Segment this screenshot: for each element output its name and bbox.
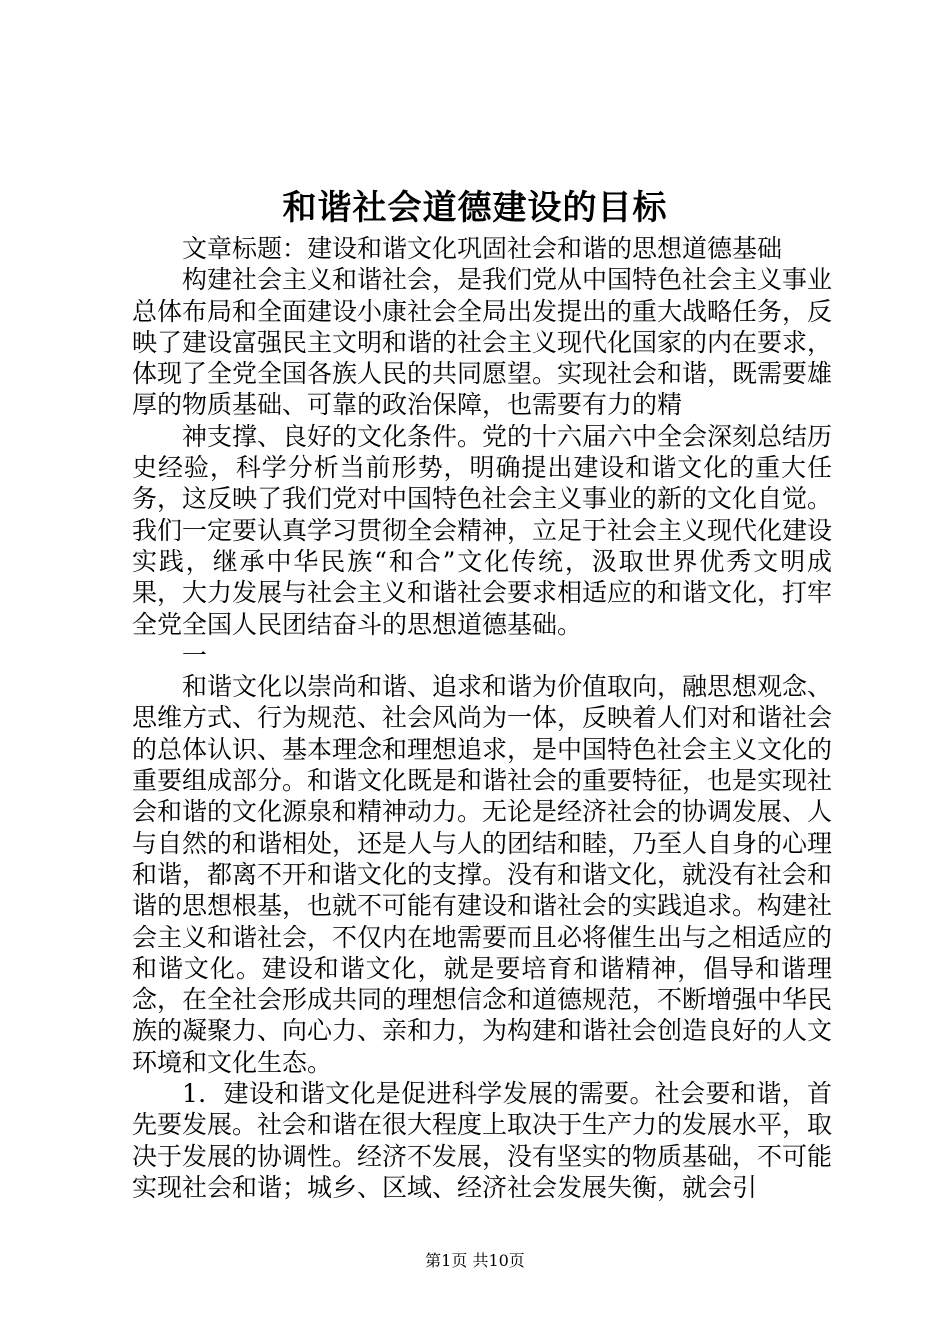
document-body [132, 233, 832, 1203]
document-title: 和谐社会道德建设的目标 [282, 188, 668, 228]
paragraph: 构建社会主义和谐社会，是我们党从中国特色社会主义事业总体布局和全面建设小康社会全局出发提出的重大战略任务，反映了建设富强民主文明和谐的社会主义现代化国家的内在要求，体现了全党全国各族人民的共同愿望。实现社会和谐，既需要雄厚的物质基础、可靠的政治保障，也需要有力的精 [132, 265, 833, 420]
section-number: 一 [182, 640, 208, 670]
paragraph: 神支撑、良好的文化条件。党的十六届六中全会深刻总结历史经验，科学分析当前形势，明确提出建设和谐文化的重大任务，这反映了我们党对中国特色社会主义事业的新的文化自觉。我们一定要认真学习贯彻全会精神，立足于社会主义现代化建设实践，继承中华民族“和合”文化传统，汲取世界优秀文明成果，大力发展与社会主义和谐社会要求相适应的和谐文化，打牢全党全国人民团结奋斗的思想道德基础。 [132, 421, 833, 639]
paragraph-article-heading: 文章标题：建设和谐文化巩固社会和谐的思想道德基础 [182, 234, 783, 263]
page-number-footer: 第1页 共10页 [425, 1251, 525, 1270]
paragraph: 和谐文化以崇尚和谐、追求和谐为价值取向，融思想观念、思维方式、行为规范、社会风尚为一体，反映着人们对和谐社会的总体认识、基本理念和理想追求，是中国特色社会主义文化的重要组成部分。和谐文化既是和谐社会的重要特征，也是实现社会和谐的文化源泉和精神动力。无论是经济社会的协调发展、人与自然的和谐相处，还是人与人的团结和睦，乃至人自身的心理和谐，都离不开和谐文化的支撑。没有和谐文化，就没有社会和谐的思想根基，也就不可能有建设和谐社会的实践追求。构建社会主义和谐社会，不仅内在地需要而且必将催生出与之相适应的和谐文化。建设和谐文化，就是要培育和谐精神，倡导和谐理念，在全社会形成共同的理想信念和道德规范，不断增强中华民族的凝聚力、向心力、亲和力，为构建和谐社会创造良好的人文环境和文化生态。 [132, 672, 833, 1077]
paragraph: 1．建设和谐文化是促进科学发展的需要。社会要和谐，首先要发展。社会和谐在很大程度上取决于生产力的发展水平，取决于发展的协调性。经济不发展，没有坚实的物质基础，不可能实现社会和谐；城乡、区域、经济社会发展失衡，就会引 [132, 1079, 833, 1202]
